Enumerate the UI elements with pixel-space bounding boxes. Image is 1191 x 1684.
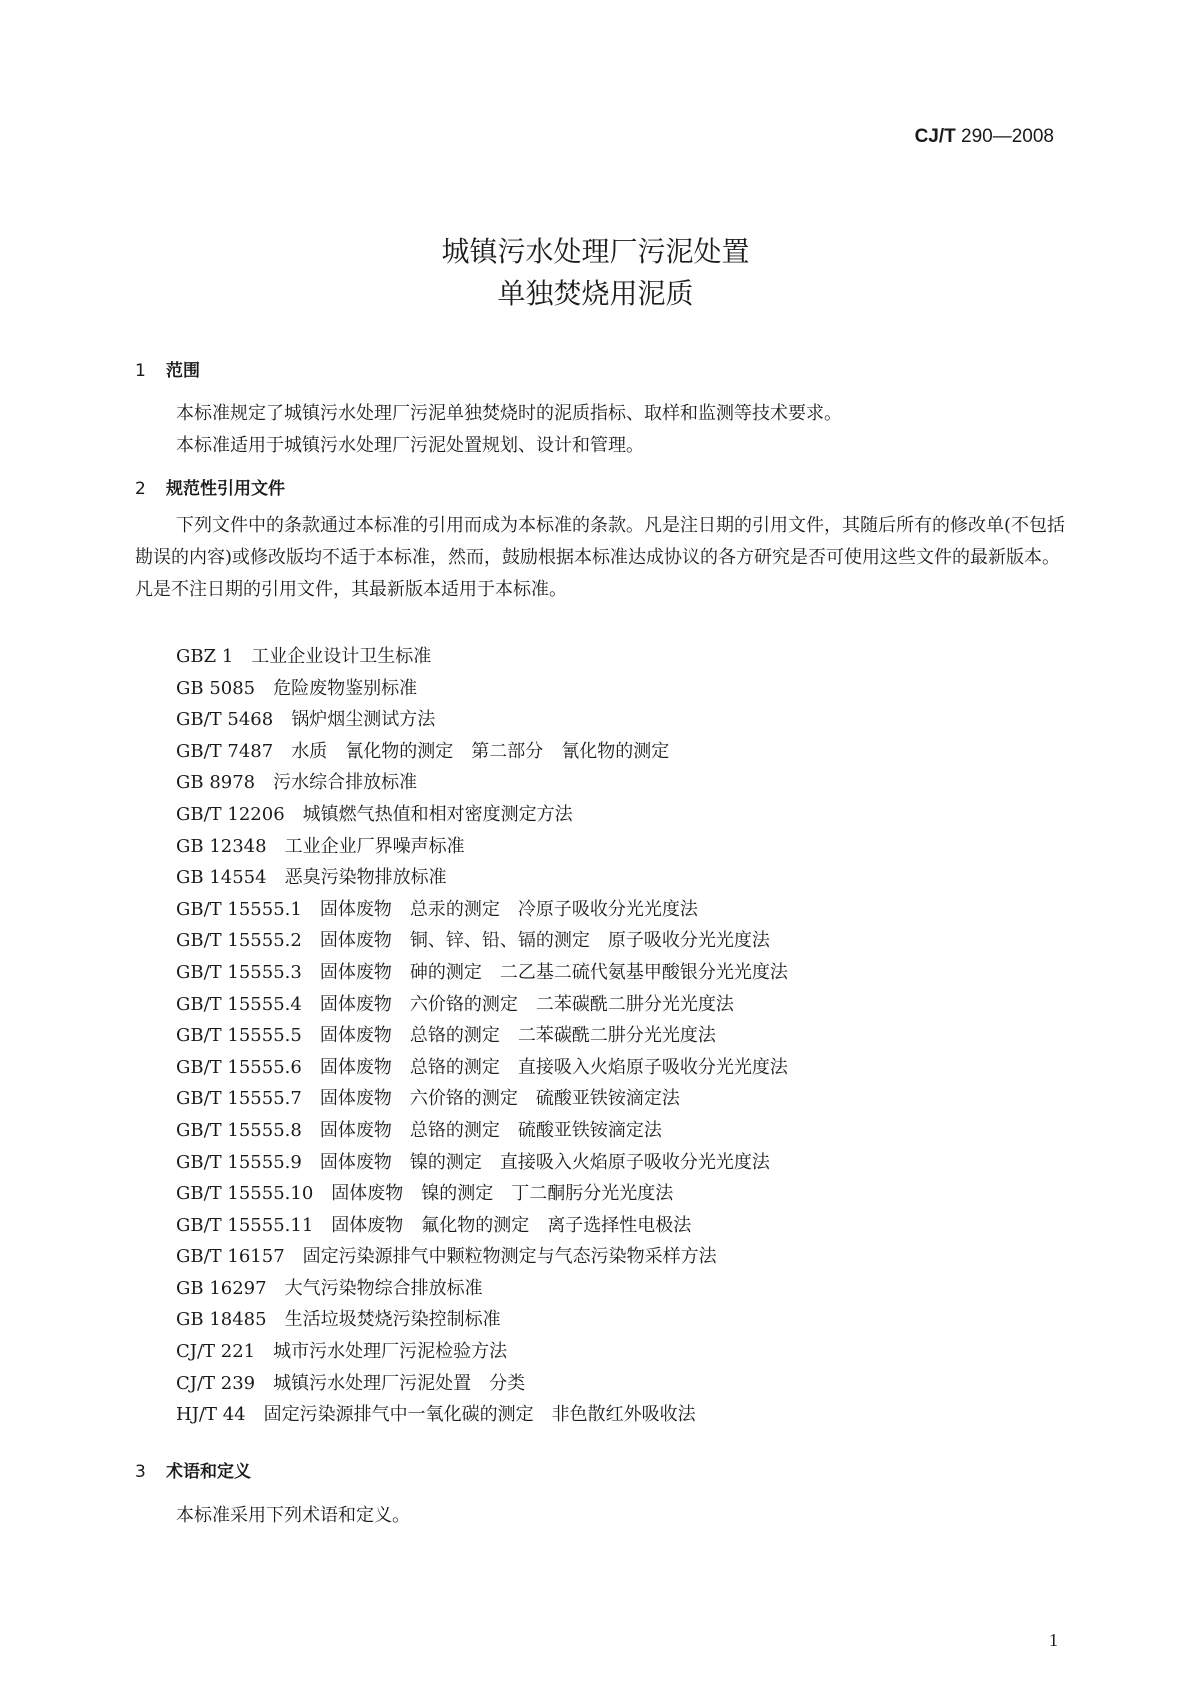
reference-item bbox=[176, 862, 788, 894]
reference-title: 危险废物鉴别标准 bbox=[273, 677, 418, 699]
references-intro-paragraph: 下列文件中的条款通过本标准的引用而成为本标准的条款。凡是注日期的引用文件，其随后所有的修改单(不包括勘误的内容)或修改版均不适于本标准，然而，鼓励根据本标准达成协议的各方研究是否可使用这些文件的最新版本。凡是不注日期的引用文件，其最新版本适用于本标准。 bbox=[135, 515, 1066, 600]
reference-code: GB 8978 bbox=[176, 772, 256, 794]
reference-item bbox=[176, 799, 788, 831]
reference-title: 城镇污水处理厂污泥处置 分类 bbox=[273, 1372, 526, 1394]
section-heading-normative-references bbox=[135, 474, 285, 499]
reference-code: HJ/T 44 bbox=[176, 1404, 246, 1426]
reference-item bbox=[176, 1020, 788, 1052]
reference-title: 固体废物 六价铬的测定 二苯碳酰二肼分光光度法 bbox=[319, 993, 734, 1015]
reference-item bbox=[176, 989, 788, 1021]
page-number: 1 bbox=[1049, 1630, 1058, 1650]
reference-title: 工业企业厂界噪声标准 bbox=[284, 835, 465, 857]
reference-code: GB/T 15555.1 bbox=[176, 898, 302, 920]
reference-title: 大气污染物综合排放标准 bbox=[284, 1277, 483, 1299]
reference-item bbox=[176, 925, 788, 957]
reference-code: GB 16297 bbox=[176, 1277, 267, 1299]
reference-title: 城市污水处理厂污泥检验方法 bbox=[273, 1341, 508, 1363]
reference-item bbox=[176, 1368, 788, 1400]
reference-code: GB/T 5468 bbox=[176, 709, 274, 731]
reference-title: 污水综合排放标准 bbox=[273, 772, 418, 794]
reference-item bbox=[176, 1147, 788, 1179]
reference-code: GB/T 15555.11 bbox=[176, 1214, 314, 1236]
reference-item bbox=[176, 1210, 788, 1242]
section-number: 2 bbox=[135, 479, 146, 499]
reference-title: 固体废物 铜、锌、铅、镉的测定 原子吸收分光光度法 bbox=[319, 930, 770, 952]
reference-title: 工业企业设计卫生标准 bbox=[251, 646, 432, 667]
reference-item bbox=[176, 704, 788, 736]
reference-code: GB 14554 bbox=[176, 867, 267, 889]
reference-title: 固体废物 氟化物的测定 离子选择性电极法 bbox=[331, 1214, 692, 1236]
scope-paragraph-2: 本标准适用于城镇污水处理厂污泥处置规划、设计和管理。 bbox=[176, 435, 644, 456]
document-title-line-1: 城镇污水处理厂污泥处置 bbox=[441, 235, 750, 268]
reference-code: GB/T 15555.6 bbox=[176, 1056, 302, 1078]
standard-code bbox=[915, 126, 1054, 148]
reference-title: 固体废物 镍的测定 丁二酮肟分光光度法 bbox=[331, 1183, 674, 1205]
scope-paragraph-1: 本标准规定了城镇污水处理厂污泥单独焚烧时的泥质指标、取样和监测等技术要求。 bbox=[176, 403, 842, 424]
reference-code: GB/T 15555.8 bbox=[176, 1119, 302, 1141]
reference-item bbox=[176, 673, 788, 705]
reference-code: GB 18485 bbox=[176, 1309, 267, 1331]
reference-item bbox=[176, 1336, 788, 1368]
reference-code: GB/T 15555.2 bbox=[176, 930, 302, 952]
reference-title: 固体废物 砷的测定 二乙基二硫代氨基甲酸银分光光度法 bbox=[319, 961, 788, 983]
reference-title: 固体废物 总铬的测定 直接吸入火焰原子吸收分光光度法 bbox=[319, 1056, 788, 1078]
section-heading-scope bbox=[135, 356, 200, 381]
reference-title: 固体废物 镍的测定 直接吸入火焰原子吸收分光光度法 bbox=[319, 1151, 770, 1173]
reference-code: GB/T 15555.10 bbox=[176, 1183, 314, 1205]
reference-title: 恶臭污染物排放标准 bbox=[284, 867, 447, 889]
reference-item bbox=[176, 1052, 788, 1084]
section-number: 1 bbox=[135, 361, 146, 381]
reference-title: 固体废物 总汞的测定 冷原子吸收分光光度法 bbox=[319, 898, 698, 920]
standard-prefix: CJ/T bbox=[914, 126, 956, 147]
reference-title: 生活垃圾焚烧污染控制标准 bbox=[284, 1309, 501, 1331]
section-heading-terms-definitions bbox=[135, 1457, 251, 1482]
reference-code: GB/T 15555.3 bbox=[176, 961, 302, 983]
reference-code: GB/T 16157 bbox=[176, 1246, 285, 1268]
reference-item bbox=[176, 831, 788, 863]
reference-item bbox=[176, 1083, 788, 1115]
reference-item bbox=[176, 736, 788, 768]
reference-title: 固体废物 六价铬的测定 硫酸亚铁铵滴定法 bbox=[319, 1088, 680, 1110]
reference-code: GB/T 15555.5 bbox=[176, 1025, 302, 1047]
reference-title: 固定污染源排气中一氧化碳的测定 非色散红外吸收法 bbox=[263, 1404, 696, 1426]
reference-title: 固体废物 总铬的测定 硫酸亚铁铵滴定法 bbox=[319, 1119, 662, 1141]
reference-code: GB/T 15555.9 bbox=[176, 1151, 302, 1173]
reference-item bbox=[176, 957, 788, 989]
standard-number: 290—2008 bbox=[961, 126, 1054, 147]
reference-title: 锅炉烟尘测试方法 bbox=[291, 709, 436, 731]
reference-code: GB 5085 bbox=[176, 677, 256, 699]
reference-code: GB 12348 bbox=[176, 835, 267, 857]
reference-code: GBZ 1 bbox=[176, 646, 234, 667]
reference-title: 水质 氰化物的测定 第二部分 氰化物的测定 bbox=[291, 740, 670, 762]
reference-item bbox=[176, 1115, 788, 1147]
reference-code: GB/T 12206 bbox=[176, 803, 285, 825]
terms-paragraph: 本标准采用下列术语和定义。 bbox=[176, 1505, 410, 1526]
document-title-line-2: 单独焚烧用泥质 bbox=[497, 277, 694, 310]
reference-code: GB/T 15555.4 bbox=[176, 993, 302, 1015]
reference-item bbox=[176, 1273, 788, 1305]
section-number: 3 bbox=[135, 1462, 146, 1482]
reference-title: 固体废物 总铬的测定 二苯碳酰二肼分光光度法 bbox=[319, 1025, 716, 1047]
reference-item bbox=[176, 894, 788, 926]
section-title: 范围 bbox=[166, 361, 200, 381]
reference-item bbox=[176, 641, 788, 673]
reference-item bbox=[176, 1241, 788, 1273]
reference-item bbox=[176, 1178, 788, 1210]
reference-title: 固定污染源排气中颗粒物测定与气态污染物采样方法 bbox=[302, 1246, 717, 1268]
reference-item bbox=[176, 767, 788, 799]
reference-item bbox=[176, 1399, 788, 1431]
reference-list bbox=[176, 641, 788, 1431]
reference-title: 城镇燃气热值和相对密度测定方法 bbox=[302, 803, 573, 825]
reference-code: CJ/T 239 bbox=[176, 1372, 256, 1394]
reference-code: CJ/T 221 bbox=[176, 1341, 256, 1363]
section-title: 规范性引用文件 bbox=[166, 479, 285, 499]
reference-code: GB/T 15555.7 bbox=[176, 1088, 302, 1110]
reference-code: GB/T 7487 bbox=[176, 740, 274, 762]
reference-item bbox=[176, 1304, 788, 1336]
section-title: 术语和定义 bbox=[166, 1462, 251, 1482]
